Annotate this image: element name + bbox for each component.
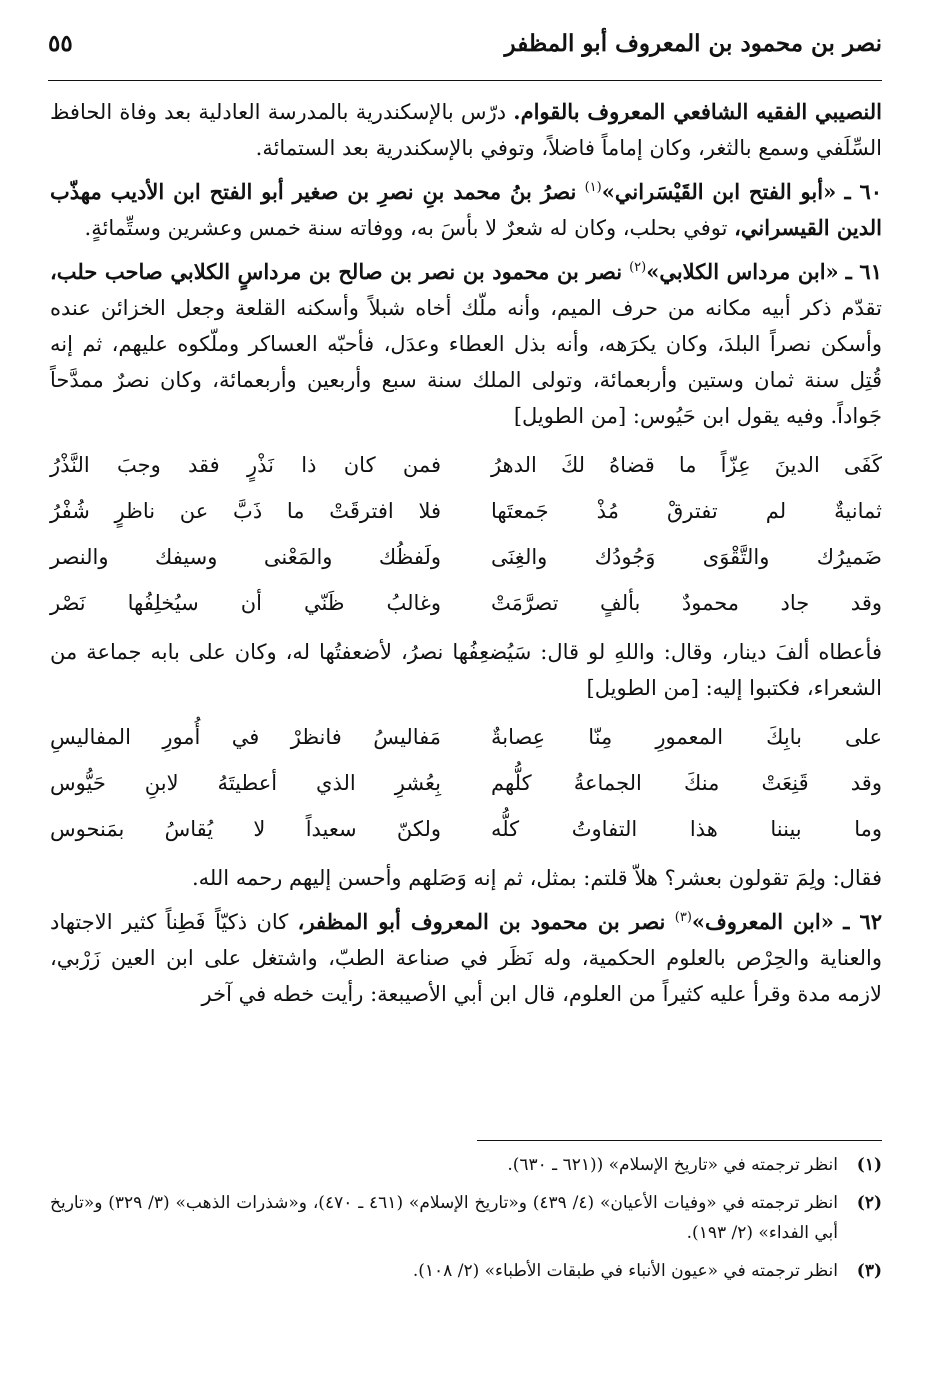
footnote-separator (477, 1140, 882, 1141)
meter-label: [من الطويل] (586, 676, 699, 700)
footnote-ref-1: (١) (584, 180, 602, 195)
entry-61-bold-text: نصر بن محمود بن نصر بن صالح بن مرداسٍ الكلابي صاحب حلب، (50, 259, 623, 284)
footnote-number: (٢) (856, 1193, 882, 1213)
after-poem-2-text: فقال: ولِمَ تقولون بعشر؟ هلاّ قلتم: بمثل، ثم إنه وَصَلهم وأحسن إليهم رحمه الله. (192, 866, 882, 890)
footnote (50, 1188, 882, 1248)
footnote-text: انظر ترجمته في «عيون الأنباء في طبقات الأطباء» (٢/ ١٠٨). (412, 1261, 838, 1281)
entry-62 (50, 904, 882, 1012)
hemistich-right: وقد جاد محمودٌ بألفٍ تصرَّمَتْ (490, 591, 882, 615)
footnote-ref-3: (٣) (674, 910, 692, 925)
main-text (50, 94, 882, 1020)
entry-61-name: «ابن مرداس الكلابي» (646, 259, 839, 284)
hemistich-left: فمن كان ذا نَذْرٍ فقد وجبَ النَّذْرُ (50, 453, 442, 477)
entry-60-bold-text: نصرُ بنُ محمد بنِ نصرِ بن صغير أبو الفتح ابن الأديب مهذّب الدين القيسراني، (50, 179, 882, 240)
header-title: نصر بن محمود بن المعروف أبو المظفر (504, 30, 882, 57)
entry-62-number: ٦٢ ـ (843, 909, 882, 934)
hemistich-left: ولَفظُك والمَعْنى وسيفك والنصر (50, 545, 442, 569)
verse-line (50, 806, 882, 852)
entry-60-number: ٦٠ ـ (844, 179, 883, 204)
hemistich-right: وقد قَنِعَتْ منكَ الجماعةُ كلُّهم (490, 771, 882, 795)
verse-line (50, 442, 882, 488)
footnote-number: (٣) (856, 1261, 882, 1281)
footnote (50, 1150, 882, 1180)
after-poem-1-text: فأعطاه ألفَ دينار، وقال: واللهِ لو قال: سَيُضعِفُها نصرُ، لأضعفتُها له، وكان على بابه جماعة من الشعراء، فكتبوا إليه: (50, 640, 882, 700)
hemistich-left: ولكنّ سعيداً لا يُقاسُ بمَنحوس (50, 817, 442, 841)
entry-60-text: توفي بحلب، وكان له شعرٌ لا بأسَ به، ووفاته سنة خمس وعشرين وستِّمائةٍ. (84, 216, 728, 240)
hemistich-left: بِعُشرِ الذي أعطيتَهُ لابنِ حَيُّوس (50, 771, 442, 795)
hemistich-right: على بابِكَ المعمورِ مِنّا عِصابةٌ (490, 725, 882, 749)
entry-62-bold-text: نصر بن محمود بن المعروف أبو المظفر، (297, 909, 666, 934)
verse-line (50, 488, 882, 534)
verse-line (50, 760, 882, 806)
hemistich-left: وغالبُ ظَنّي أن سيُخلِفُها نَصْر (50, 591, 442, 615)
hemistich-left: فلا افترقَتْ ما ذَبَّ عن ناظرٍ شُفْرُ (50, 499, 442, 523)
footnote-ref-2: (٢) (629, 260, 647, 275)
p1-text: درّس بالإسكندرية بالمدرسة العادلية بعد وفاة الحافظ السِّلَفي وسمع بالثغر، وكان إماماً فاضلاً، وتوفي بالإسكندرية بعد الستمائة. (50, 100, 882, 160)
poem-1 (50, 442, 882, 626)
hemistich-right: وما بيننا هذا التفاوتُ كلُّه (490, 817, 882, 841)
footnote-text: انظر ترجمته في «تاريخ الإسلام» ((٦٢١ ـ ٦٣٠). (507, 1155, 838, 1175)
entry-62-text: كان ذكيّاً فَطِناً كثير الاجتهاد والعناية والحِرْص بالعلوم الحكمية، وله نَظَر في صناعة الطبّ، واشتغل على ابن العين زَرْبي، لازمه مدة وقرأ عليه كثيراً من العلوم، قال ابن أبي الأصيبعة: رأيت خطه في آخر (50, 910, 882, 1006)
hemistich-left: مَفاليسُ فانظرْ في أُمورِ المفاليسِ (50, 725, 442, 749)
header-rule (48, 80, 882, 81)
entry-62-name: «ابن المعروف» (691, 909, 834, 934)
page-number: ٥٥ (48, 30, 73, 57)
paragraph-after-poem-1 (50, 634, 882, 706)
entry-61-text: تقدّم ذكر أبيه مكانه من حرف الميم، وأنه ملّك أخاه شبلاً وأسكنه القلعة وجعل الخزائن عنده وأسكن نصراً البلدَ، وكان يكرَهه، وأنه بذل العطاء وعدَل، فأحبّه العساكر وملّكوه عليهم، ثم إنه قُتِل سنة ثمان وستين وأربعمائة، وتولى الملك سنة سبع وأربعين وأربعمائة، وكان نصرٌ ممدَّحاً جَواداً. وفيه يقول ابن حَيُوس: (50, 296, 882, 428)
paragraph-continuation (50, 94, 882, 166)
paragraph-after-poem-2 (50, 860, 882, 896)
hemistich-right: ضَميرُك والتَّقْوَى وَجُودُك والغِنَى (490, 545, 882, 569)
footnote-number: (١) (856, 1155, 882, 1175)
running-header (48, 30, 882, 76)
verse-line (50, 534, 882, 580)
entry-60-name: «أبو الفتح ابن القَيْسَراني» (601, 179, 837, 204)
poem-2 (50, 714, 882, 852)
footnote-text: انظر ترجمته في «وفيات الأعيان» (٤/ ٤٣٩) و«تاريخ الإسلام» (٤٦١ ـ ٤٧٠)، و«شذرات الذهب» (٣/ ٣٢٩) و«تاريخ أبي الفداء» (٢/ ١٩٣). (50, 1193, 838, 1243)
hemistich-right: كَفَى الدينَ عِزّاً ما قضاهُ لكَ الدهرُ (490, 453, 882, 477)
meter-label: [من الطويل] (513, 404, 627, 428)
verse-line (50, 714, 882, 760)
entry-60 (50, 174, 882, 246)
entry-61-number: ٦١ ـ (845, 259, 882, 284)
verse-line (50, 580, 882, 626)
entry-61 (50, 254, 882, 434)
p1-bold-text: النصيبي الفقيه الشافعي المعروف بالقوام. (513, 99, 883, 124)
footnotes (50, 1150, 882, 1294)
footnote (50, 1256, 882, 1286)
hemistich-right: ثمانيةٌ لم تفترقْ مُذْ جَمعتَها (490, 499, 882, 523)
